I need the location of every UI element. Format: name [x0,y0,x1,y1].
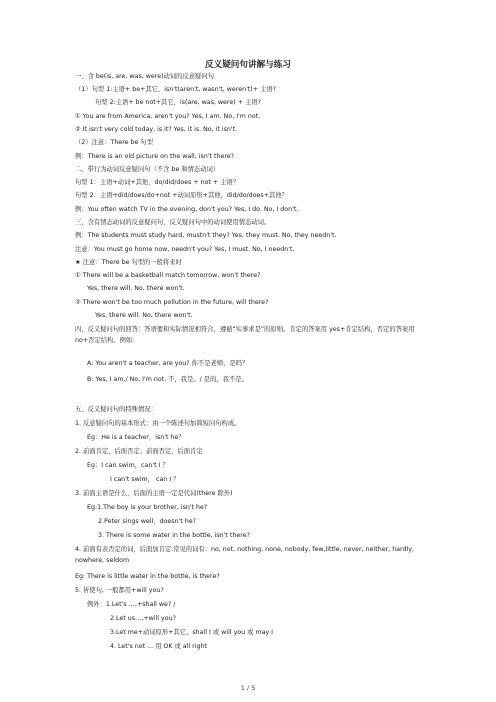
example-line: ① You are from America, aren't you? Yes, I am. No, I'm not. [75,113,261,120]
example-line: 例：The students must study hard, mustn't they? Yes, they must. No, they needn't. [75,232,337,239]
example-line: 例：There is an old picture on the wall, isn't there? [75,153,235,160]
note-line: ★ 注意：There be 句型的一般将来时 [75,259,182,266]
text-line: （2）注意：There be 句型 [75,139,153,146]
note-line: 注意：You must go home now, needn't you? Yes, I must. No, I needn't. [75,246,295,253]
example-line: 3. There is some water in the bottle, isn't there? [98,532,250,539]
example-line: 例外：1.Let's …,+shall we? / [87,601,176,608]
page-number: 1 / 5 [240,684,256,692]
example-line: 2.Peter sings well，doesn't he? [98,518,196,525]
section-heading: 四、反义疑问句的回答：答语要和实际情况相符合，遵循“实事求是”的原则。肯定的答案用 yes+肯定结构，否定的答案用 no+否定结构。例如： [75,326,415,344]
example-line: 2.Let us…,+will you? [110,615,176,622]
text-line: 3. 前面主语是什么，后面的主语一定是代词(there 除外) [75,490,233,497]
example-line: 3.Let me+动词原形+其它，shall I 或 will you 或 may I [110,629,274,636]
example-line: Eg: There is little water in the bottle, is there? [75,573,220,580]
example-line: Eg：I can swim，can't I ？ [87,462,169,469]
example-line: Eg:1.The boy is your brother, isn't he? [87,504,208,511]
answer-line: Yes, there will. No, there won't. [87,285,185,292]
text-line: 4. 前面有表否定的词，后面加肯定.常见的词有：no, not, nothing, none, nobody, few,little, never, neither, hardly, nowhere, seldom [75,546,414,564]
example-line: 例：You often watch TV in the evening, don't you? Yes, I do. No, I don't. [75,206,299,213]
example-line: B: Yes, I am./ No, I'm not. 不，我是。/ 是的，我不是。 [87,376,248,383]
example-line: ② There won't be too much pollution in the future, will there? [75,299,269,306]
example-line: I can't swim， can I ？ [110,476,180,483]
section-heading: 三、含有情态动词的反意疑问句，反义疑问句中的动词使用情态动词。 [75,219,271,226]
section-heading: 二、带行为动词反意疑问句（不含 be 和情态动词） [75,166,220,173]
text-line: 2. 前面肯定，后面否定；前面否定，后面肯定 [75,448,203,455]
example-line: ① There will be a basketball match tomorrow, won't there? [75,272,261,279]
text-line: 句型 1：主语+动词+其他，do/did/does + not + 主语？ [75,179,240,186]
section-heading: 五、反义疑问句的特殊情况： [75,406,157,413]
example-line: ② It isn't very cold today, is it? Yes, it is. No, it isn't. [75,126,238,133]
example-line: Eg：He is a teacher，isn't he？ [87,434,185,441]
text-line: 1. 反意疑问句的基本形式：由一个陈述句加简短问句构成。 [75,420,241,427]
text-line: （1）句型 1:主语+ be+其它，isn't(aren't, wasn't, weren't)+ 主语? [75,86,276,93]
section-heading: 一、含 be(is, are, was, were)动词的反意疑问句 [75,73,214,80]
answer-line: Yes, there will. No, there won't. [95,312,193,319]
example-line: 4. Let's not ... 用 OK 或 all right [110,643,207,650]
example-line: A: You aren't a teacher, are you? 你不是老师，是吗？ [87,360,249,367]
text-line: 5. 祈使句, 一般都用+will you? [75,587,164,594]
document-title: 反义疑问句讲解与练习 [205,60,291,70]
text-line: 句型 2:主语+ be not+其它，is(are, was, were) + 主语? [95,99,261,106]
text-line: 句型 2：主语+did/does/do+not +动词原形+其他，did/do/does+其他？ [75,192,288,199]
